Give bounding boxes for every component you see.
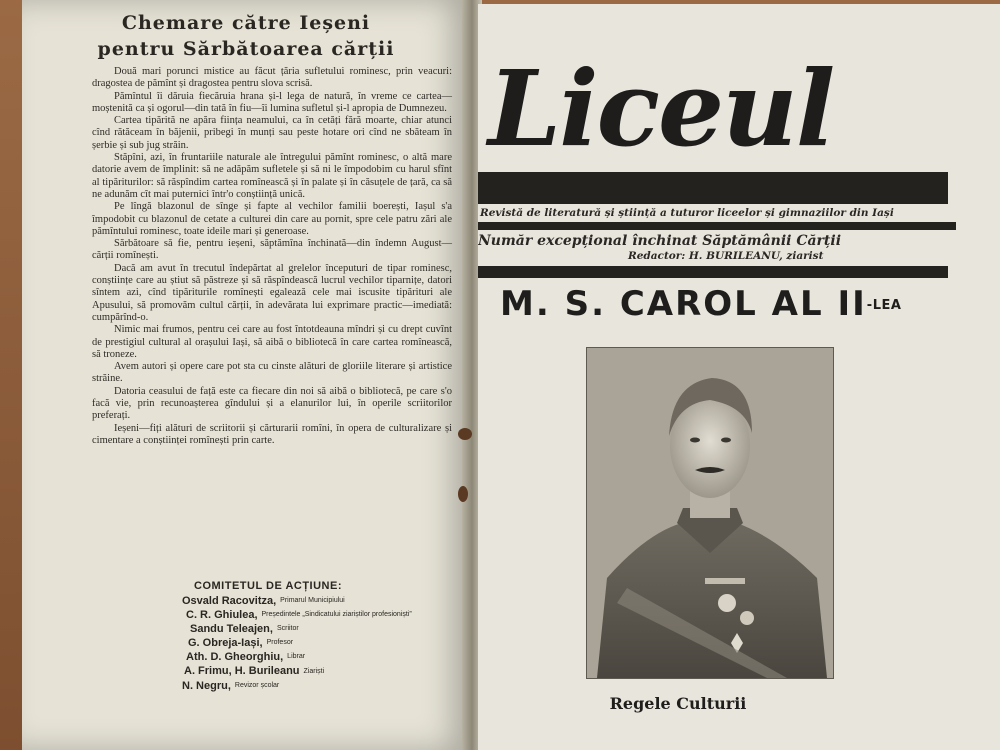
committee-member xyxy=(186,650,442,664)
member-name: G. Obreja-Iași, xyxy=(188,637,263,650)
appeal-body xyxy=(92,66,452,447)
editor-line: Redactor: H. BURILEANU, ziarist xyxy=(628,250,824,262)
special-issue-line: Număr excepțional închinat Săptămânii Cărții xyxy=(478,233,842,249)
member-name: Ath. D. Gheorghiu, xyxy=(186,651,284,664)
portrait-caption: Regele Culturii xyxy=(609,694,747,713)
headline-suffix: -LEA xyxy=(866,298,902,313)
committee-member xyxy=(182,594,442,608)
left-page xyxy=(22,0,470,750)
paragraph: Pămîntul îi dăruia fiecăruia hrana și-l lega de natură, în vreme ce cartea—moștenită ca și ogorul—din tată în fiu—îi lumina sufletul și-l apropia de Dumnezeu. xyxy=(92,90,452,114)
member-name: Osvald Racovitza, xyxy=(182,595,277,607)
committee-member xyxy=(182,679,442,693)
committee-member xyxy=(188,636,442,650)
paragraph: Nimic mai frumos, pentru cei care au fost întotdeauna mîndri și cu drept cuvînt de prestigiul cultural al orașului Iași, să aibă o bibliotecă în care cartea romînească, să troneze. xyxy=(92,324,452,360)
committee-member xyxy=(186,608,442,622)
magazine-subtitle: Revistă de literatură și știință a tuturor liceelor și gimnaziilor din Iași xyxy=(480,207,894,219)
member-role: Primarul Municipiului xyxy=(280,597,345,605)
masthead-black-bar xyxy=(478,172,948,204)
member-role: Profesor xyxy=(266,639,294,647)
staple-hole xyxy=(458,486,468,502)
committee-heading: COMITETUL DE ACȚIUNE: xyxy=(194,580,342,592)
paragraph: Avem autori și opere care pot sta cu cinste alături de gloriile literare și artistice străine. xyxy=(92,361,452,385)
member-name: Sandu Teleajen, xyxy=(190,623,273,636)
appeal-title xyxy=(22,10,470,62)
portrait-illustration xyxy=(587,348,833,678)
member-role: Scriitor xyxy=(276,625,299,633)
right-page-cover xyxy=(478,4,1000,750)
member-role: Ziariști xyxy=(303,667,325,675)
king-portrait xyxy=(586,347,834,679)
appeal-title-line-2: pentru Sărbătoarea cărții xyxy=(97,38,395,60)
committee-member xyxy=(184,664,442,678)
member-role: Președintele „Sindicatului ziariștilor profesioniști” xyxy=(261,611,412,619)
committee-member xyxy=(190,622,442,636)
member-role: Librar xyxy=(287,653,306,661)
paragraph: Ieșeni—fiți alături de scriitorii și cărturarii romîni, în opera de culturalizare și cimentare a conștiinței romînești prin carte. xyxy=(92,422,452,446)
paragraph: Dacă am avut în trecutul îndepărtat al grelelor începuturi de tipar rominesc, conștiințe care au știut să păstreze și să răspîndească lucrul vechilor tiparnițe, datori sîntem azi, cînd tipăriturile romînești egalează cele mai iscusite tipărituri ale Apusului, să promovăm cultul cărții, în adevărata lui exprimare practic—imediată: cumpărînd-o. xyxy=(92,262,452,323)
committee-list xyxy=(182,580,442,693)
staple-hole xyxy=(458,428,472,440)
headline-main: M. S. CAROL AL II xyxy=(500,284,867,324)
member-name: C. R. Ghiulea, xyxy=(186,609,258,622)
appeal-title-line-1: Chemare către Ieșeni xyxy=(121,12,371,34)
paragraph: Cartea tipărită ne apăra ființa neamului, ca în cetăți fără moarte, chiar atunci cînd rătăceam în băjenii, pribegi în munți sau peste hotare ori cînd ne sbăteam în șerbie și sub jug străin. xyxy=(92,115,452,151)
paragraph: Datoria ceasului de față este ca fiecare din noi să aibă o bibliotecă, pe care s'o facă vie, prin recunoașterea gîndului și a elanurilor lui, în operile scriitorilor preferați. xyxy=(92,385,452,422)
divider-bar xyxy=(478,222,956,230)
paragraph: Stăpîni, azi, în fruntariile naturale ale întregului pămînt rominesc, o altă mare datorie avem de împlinit: să ne adăpăm sufletele și să ni le împodobim cu harul sfînt al tipăriturilor: să răspîndim cartea romînească și în palate și în căsuțele de țară, ca să ne adunăm cît mai puternici într'o conștiință unică. xyxy=(92,152,452,200)
member-name: A. Frimu, H. Burileanu xyxy=(184,665,300,678)
divider-bar xyxy=(478,266,948,278)
paragraph: Pe lîngă blazonul de sînge și fapte al vechilor familii boerești, Iașul s'a împodobit cu blazonul de cetate a culturei din care au pornit, spre cele patru zări ale pămîntului rominesc, toate ideile mari și generoase. xyxy=(92,201,452,237)
paragraph: Două mari porunci mistice au făcut țăria sufletului rominesc, prin veacuri: dragostea de pămînt și dragostea pentru slova scrisă. xyxy=(92,66,452,90)
masthead-title: Liceul xyxy=(488,47,834,170)
member-name: N. Negru, xyxy=(182,679,231,692)
headline xyxy=(500,284,980,324)
paragraph: Sărbătoare să fie, pentru ieșeni, săptămîna închinată—din îndemn August—cărții romînești. xyxy=(92,238,452,262)
member-role: Revizor școlar xyxy=(234,681,280,689)
